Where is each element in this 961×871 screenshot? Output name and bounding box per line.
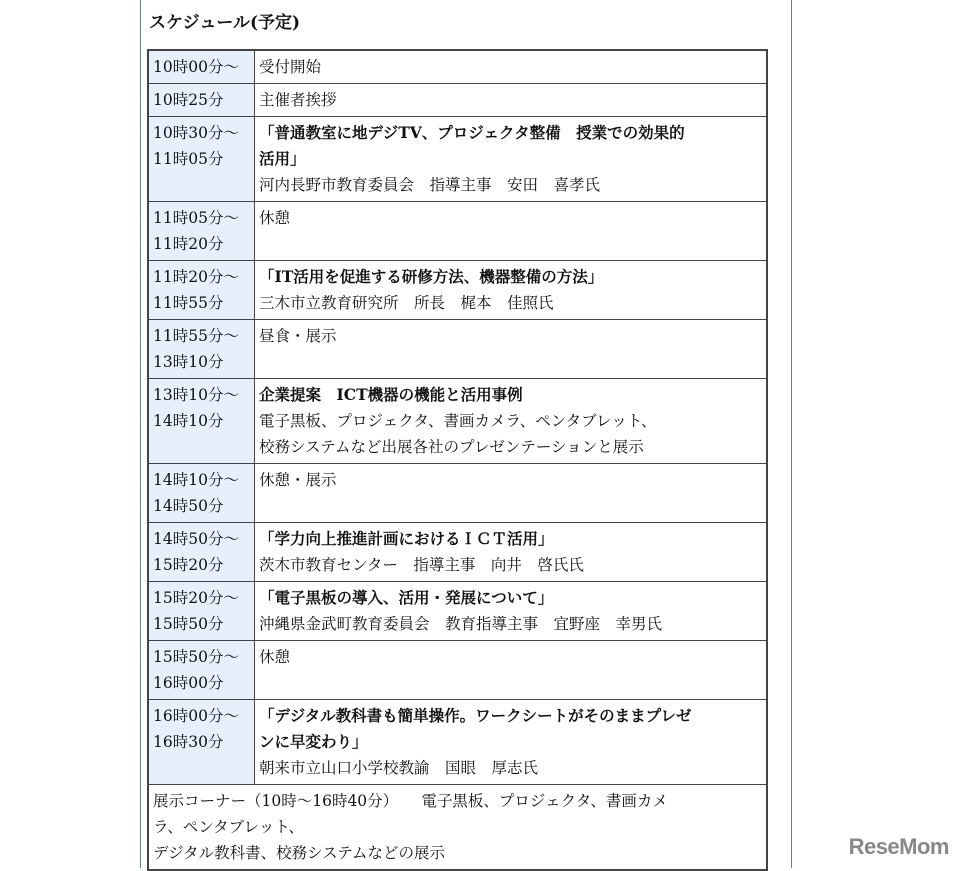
session-detail: 朝来市立山口小学校教諭 国眼 厚志氏: [259, 759, 539, 777]
schedule-row: [148, 261, 767, 320]
page-title: スケジュール(予定): [149, 13, 301, 33]
session-title: 「普通教室に地デジTV、プロジェクタ整備 授業での効果的: [259, 123, 685, 142]
session-detail: 茨木市教育センター 指導主事 向井 啓氏氏: [259, 556, 584, 574]
time-cell: [148, 700, 255, 785]
session-detail: 校務システムなど出展各社のプレゼンテーションと展示: [259, 438, 644, 456]
content-cell: [255, 84, 768, 117]
schedule-row: [148, 464, 767, 523]
session-title: 「電子黒板の導入、活用・発展について」: [259, 588, 554, 607]
schedule-row: [148, 50, 767, 84]
schedule-row: [148, 320, 767, 379]
time-text: 14時10分: [153, 412, 224, 430]
time-text: 13時10分〜: [153, 386, 239, 404]
exhibit-cell: [148, 785, 767, 871]
session-title: ンに早変わり」: [259, 732, 368, 751]
schedule-row: [148, 379, 767, 464]
time-text: 16時00分: [153, 674, 224, 692]
time-cell: [148, 261, 255, 320]
time-text: 16時00分〜: [153, 707, 239, 725]
time-text: 11時20分〜: [153, 268, 239, 286]
session-title: 企業提案 ICT機器の機能と活用事例: [259, 385, 523, 404]
session-title: 「デジタル教科書も簡単操作。ワークシートがそのままプレゼ: [259, 706, 692, 725]
content-cell: [255, 641, 768, 700]
session-detail: 昼食・展示: [259, 327, 337, 345]
time-cell: [148, 464, 255, 523]
time-text: 14時10分〜: [153, 471, 239, 489]
time-text: 15時50分〜: [153, 648, 239, 666]
time-text: 10時25分: [153, 91, 224, 109]
session-detail: 沖縄県金武町教育委員会 教育指導主事 宜野座 幸男氏: [259, 615, 663, 633]
session-detail: 河内長野市教育委員会 指導主事 安田 喜孝氏: [259, 176, 601, 194]
content-cell: [255, 464, 768, 523]
time-cell: [148, 320, 255, 379]
time-cell: [148, 523, 255, 582]
exhibit-text: ラ、ペンタブレット、: [153, 818, 304, 836]
time-cell: [148, 50, 255, 84]
schedule-row: [148, 202, 767, 261]
session-title: 「学力向上推進計画におけるＩＣＴ活用」: [259, 529, 554, 548]
time-text: 16時30分: [153, 733, 224, 751]
time-text: 10時00分〜: [153, 58, 239, 76]
schedule-row: [148, 523, 767, 582]
session-detail: 休憩・展示: [259, 471, 337, 489]
content-cell: [255, 523, 768, 582]
time-text: 11時55分: [153, 294, 224, 312]
schedule-row: [148, 700, 767, 785]
time-text: 11時55分〜: [153, 327, 239, 345]
time-text: 11時05分〜: [153, 209, 239, 227]
session-title: 活用」: [259, 149, 306, 168]
exhibit-text: デジタル教科書、校務システムなどの展示: [153, 844, 446, 862]
time-text: 14時50分〜: [153, 530, 239, 548]
content-cell: [255, 50, 768, 84]
time-cell: [148, 202, 255, 261]
session-title: 「IT活用を促進する研修方法、機器整備の方法」: [259, 267, 604, 286]
content-panel: [140, 0, 792, 868]
time-cell: [148, 379, 255, 464]
schedule-row: [148, 582, 767, 641]
time-text: 14時50分: [153, 497, 224, 515]
time-text: 11時05分: [153, 150, 224, 168]
exhibit-row: [148, 785, 767, 871]
content-cell: [255, 261, 768, 320]
exhibit-text: 展示コーナー（10時〜16時40分） 電子黒板、プロジェクタ、書画カメ: [153, 792, 668, 810]
session-detail: 受付開始: [259, 58, 322, 76]
session-detail: 電子黒板、プロジェクタ、書画カメラ、ペンタブレット、: [259, 412, 657, 430]
schedule-table: [147, 49, 768, 871]
time-text: 15時20分: [153, 556, 224, 574]
time-text: 13時10分: [153, 353, 224, 371]
time-text: 10時30分〜: [153, 124, 239, 142]
content-cell: [255, 700, 768, 785]
schedule-row: [148, 84, 767, 117]
content-cell: [255, 320, 768, 379]
time-cell: [148, 641, 255, 700]
schedule-row: [148, 641, 767, 700]
content-cell: [255, 582, 768, 641]
content-cell: [255, 379, 768, 464]
resemom-logo: ReseMom: [848, 834, 949, 859]
time-text: 11時20分: [153, 235, 224, 253]
session-detail: 休憩: [259, 648, 291, 666]
session-detail: 休憩: [259, 209, 291, 227]
schedule-row: [148, 117, 767, 202]
time-cell: [148, 117, 255, 202]
content-cell: [255, 202, 768, 261]
time-cell: [148, 84, 255, 117]
content-cell: [255, 117, 768, 202]
time-cell: [148, 582, 255, 641]
session-detail: 三木市立教育研究所 所長 梶本 佳照氏: [259, 294, 554, 312]
time-text: 15時50分: [153, 615, 224, 633]
time-text: 15時20分〜: [153, 589, 239, 607]
session-detail: 主催者挨拶: [259, 91, 337, 109]
